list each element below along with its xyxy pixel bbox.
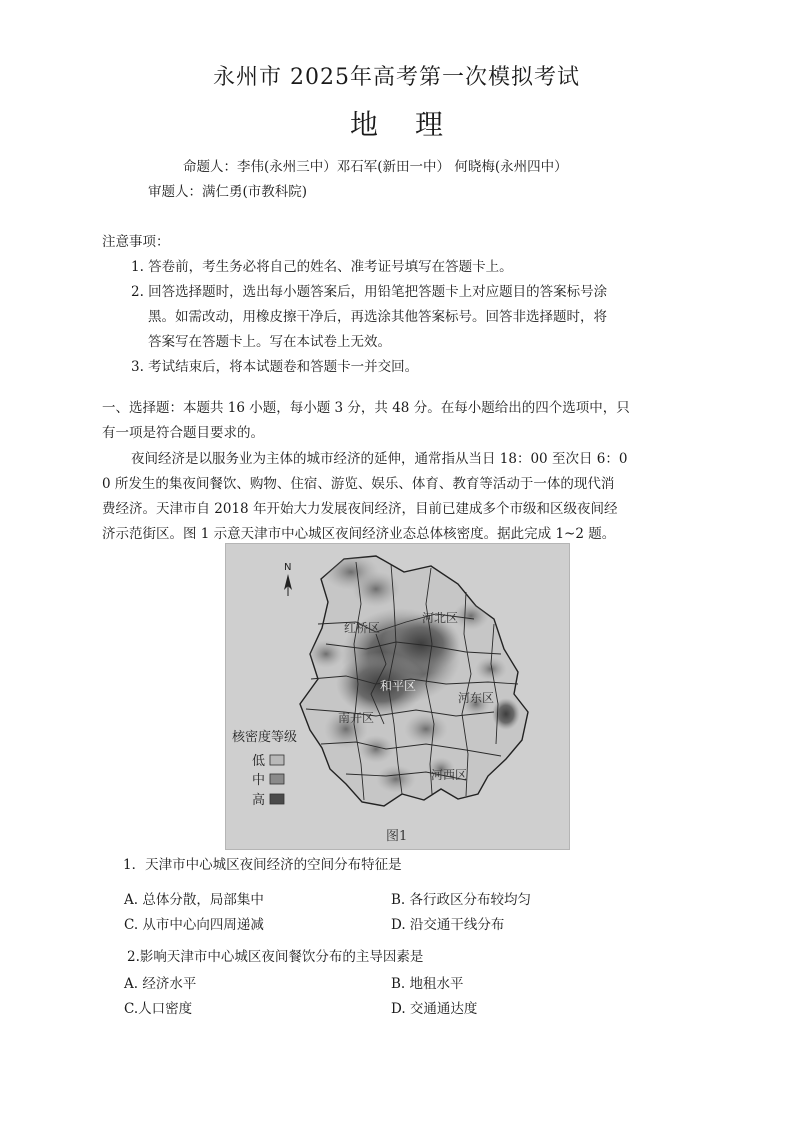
q1-option-d[interactable]: D. 沿交通干线分布 xyxy=(391,917,505,933)
figure-density-map xyxy=(225,543,570,850)
question-1-stem: 1．天津市中心城区夜间经济的空间分布特征是 xyxy=(123,857,402,873)
legend-label-low: 低 xyxy=(252,754,266,769)
q1-option-c[interactable]: C. 从市中心向四周递减 xyxy=(124,917,264,933)
notice-item-2-cont: 黑。如需改动，用橡皮擦干净后，再选涂其他答案标号。回答非选择题时，将 xyxy=(148,309,607,325)
north-arrow-icon xyxy=(284,562,292,596)
district-label-hexi: 河西区 xyxy=(431,768,468,782)
notice-item-2-cont2: 答案写在答题卡上。写在本试卷上无效。 xyxy=(148,334,391,350)
notice-item-3: 3. 考试结束后，将本试题卷和答题卡一并交回。 xyxy=(131,359,419,375)
question-2-stem: 2.影响天津市中心城区夜间餐饮分布的主导因素是 xyxy=(127,949,424,965)
section-heading: 一、选择题：本题共 16 小题，每小题 3 分，共 48 分。在每小题给出的四个选项中，只 xyxy=(102,400,630,416)
authors-line: 命题人：李伟(永州三中）邓石军(新田一中） 何晓梅(永州四中） xyxy=(183,159,568,175)
notice-item-2: 2. 回答选择题时，选出每小题答案后，用铅笔把答题卡上对应题目的答案标号涂 xyxy=(131,284,608,300)
passage-line-3: 费经济。天津市自 2018 年开始大力发展夜间经济，目前已建成多个市级和区级夜间经 xyxy=(102,501,618,517)
legend-swatch-mid xyxy=(270,774,284,784)
q1-option-b[interactable]: B. 各行政区分布较均匀 xyxy=(391,892,532,908)
section-heading-cont: 有一项是符合题目要求的。 xyxy=(102,425,264,441)
notice-heading: 注意事项： xyxy=(102,234,170,250)
district-label-hebei: 河北区 xyxy=(422,611,459,625)
exam-title: 永州市 2025年高考第一次模拟考试 xyxy=(213,65,580,90)
district-label-heping: 和平区 xyxy=(380,679,417,693)
q2-option-c[interactable]: C.人口密度 xyxy=(124,1001,193,1017)
q2-option-b[interactable]: B. 地租水平 xyxy=(391,976,464,992)
passage-line-1: 夜间经济是以服务业为主体的城市经济的延伸，通常指从当日 18：00 至次日 6：0 xyxy=(131,451,628,467)
legend-title: 核密度等级 xyxy=(232,730,298,745)
passage-line-2: 0 所发生的集夜间餐饮、购物、住宿、游览、娱乐、体育、教育等活动于一体的现代消 xyxy=(102,476,615,492)
district-label-nankai: 南开区 xyxy=(338,711,375,725)
legend-label-mid: 中 xyxy=(252,773,266,788)
district-label-hongqiao: 红桥区 xyxy=(344,621,381,635)
reviewer-line: 审题人：满仁勇(市教科院) xyxy=(148,184,308,200)
notice-item-1: 1. 答卷前，考生务必将自己的姓名、准考证号填写在答题卡上。 xyxy=(131,259,513,275)
subject-title: 地 理 xyxy=(350,108,457,141)
legend-label-high: 高 xyxy=(252,793,266,808)
legend-swatch-high xyxy=(270,794,284,804)
district-label-hedong: 河东区 xyxy=(458,691,495,705)
figure-caption: 图1 xyxy=(386,829,408,844)
legend-swatch-low xyxy=(270,755,284,765)
svg-text:N: N xyxy=(284,562,292,573)
q2-option-a[interactable]: A. 经济水平 xyxy=(124,976,197,992)
q2-option-d[interactable]: D. 交通通达度 xyxy=(391,1001,478,1017)
passage-line-4: 济示范街区。图 1 示意天津市中心城区夜间经济业态总体核密度。据此完成 1~2 题。 xyxy=(102,526,616,542)
q1-option-a[interactable]: A. 总体分散，局部集中 xyxy=(124,892,264,908)
